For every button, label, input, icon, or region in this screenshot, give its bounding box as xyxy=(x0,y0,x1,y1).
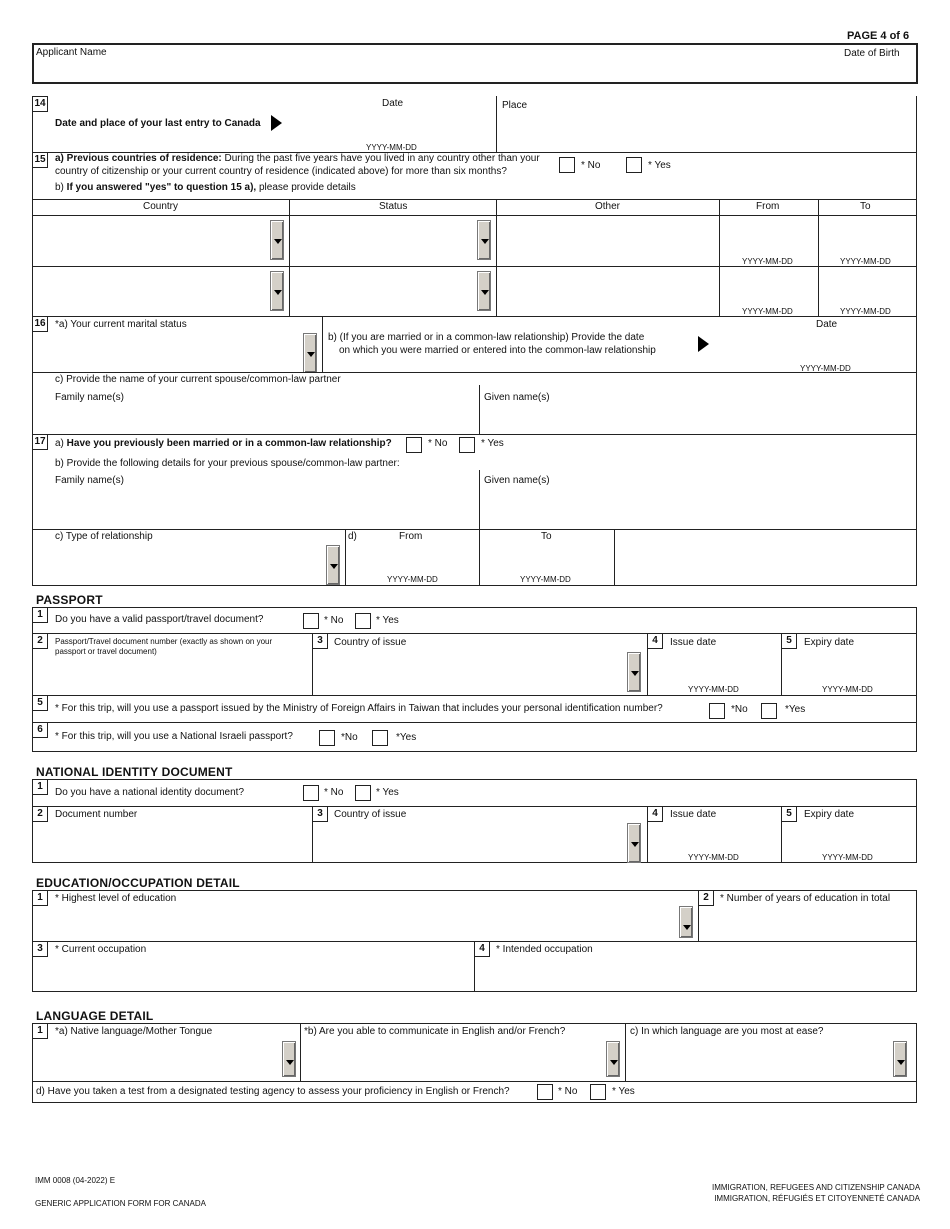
passport-q1-number: 1 xyxy=(32,607,48,623)
department-fr: IMMIGRATION, RÉFUGIÉS ET CITOYENNETÉ CANADA xyxy=(714,1194,920,1203)
q15-yes-checkbox[interactable] xyxy=(626,157,642,173)
q15-yes-label: * Yes xyxy=(648,160,671,171)
passport-expiry-date-label: Expiry date xyxy=(804,637,855,648)
q17d-label: d) xyxy=(348,531,357,542)
q17-to-format: YYYY-MM-DD xyxy=(520,575,571,584)
col-other: Other xyxy=(595,201,621,212)
q17-no-checkbox[interactable] xyxy=(406,437,422,453)
q15a-line2: country of citizenship or your current country of residence (indicated above) for more than six months? xyxy=(55,166,507,177)
intended-occupation-label: * Intended occupation xyxy=(496,944,593,955)
q14-place-label[interactable]: Place xyxy=(502,100,528,111)
edu-q1-number: 1 xyxy=(32,890,48,906)
col-to: To xyxy=(860,201,871,212)
to-format-1: YYYY-MM-DD xyxy=(840,257,891,266)
passport-q3-label: Country of issue xyxy=(334,637,407,648)
passport-expiry-date-format: YYYY-MM-DD xyxy=(822,685,873,694)
col-from: From xyxy=(756,201,780,212)
passport-israeli-label: * For this trip, will you use a National Israeli passport? xyxy=(55,731,293,742)
status-dropdown-2[interactable] xyxy=(477,271,491,311)
col-status: Status xyxy=(379,201,408,212)
status-dropdown-1[interactable] xyxy=(477,220,491,260)
passport-q2-label-line2: passport or travel document) xyxy=(55,647,157,656)
passport-q4-number: 4 xyxy=(647,633,663,649)
q16-date-format: YYYY-MM-DD xyxy=(800,364,851,373)
q17-from-format: YYYY-MM-DD xyxy=(387,575,438,584)
q16c-label: c) Provide the name of your current spouse/common-law partner xyxy=(55,374,341,385)
lang-q1-number: 1 xyxy=(32,1023,48,1039)
nid-no-label: * No xyxy=(324,787,344,798)
q17b-label: b) Provide the following details for your previous spouse/common-law partner: xyxy=(55,458,400,469)
taiwan-yes-checkbox[interactable] xyxy=(761,703,777,719)
q17-yes-label: * Yes xyxy=(481,438,504,449)
education-level-dropdown[interactable] xyxy=(679,906,693,938)
arrow-right-icon xyxy=(271,115,282,131)
israeli-no-label: *No xyxy=(341,732,358,743)
edu-highest-level-label: * Highest level of education xyxy=(55,893,177,904)
passport-country-dropdown[interactable] xyxy=(627,652,641,692)
passport-q1-label: Do you have a valid passport/travel document? xyxy=(55,614,264,625)
q16-family-name-label: Family name(s) xyxy=(55,392,124,403)
native-language-label: *a) Native language/Mother Tongue xyxy=(55,1026,213,1037)
language-test-no-label: * No xyxy=(558,1086,578,1097)
edu-q4-number: 4 xyxy=(474,941,490,957)
nid-document-number-label: Document number xyxy=(55,809,138,820)
most-at-ease-label: c) In which language are you most at ease? xyxy=(630,1026,824,1037)
israeli-no-checkbox[interactable] xyxy=(319,730,335,746)
page-number: PAGE 4 of 6 xyxy=(847,30,910,42)
native-language-dropdown[interactable] xyxy=(282,1041,296,1077)
q14-date-label: Date xyxy=(382,98,404,109)
edu-section-title: EDUCATION/OCCUPATION DETAIL xyxy=(36,876,240,890)
passport-yes-label: * Yes xyxy=(376,615,399,626)
language-test-yes-checkbox[interactable] xyxy=(590,1084,606,1100)
nid-issue-date-format: YYYY-MM-DD xyxy=(688,853,739,862)
nid-expiry-date-format: YYYY-MM-DD xyxy=(822,853,873,862)
q17-family-name-label: Family name(s) xyxy=(55,475,124,486)
passport-issue-date-label: Issue date xyxy=(670,637,717,648)
nid-q2-number: 2 xyxy=(32,806,48,822)
q15a-line1: a) Previous countries of residence: During the past five years have you lived in any country other than your xyxy=(55,153,540,164)
nid-q4-number: 4 xyxy=(647,806,663,822)
col-country: Country xyxy=(143,201,179,212)
passport-no-checkbox[interactable] xyxy=(303,613,319,629)
israeli-yes-label: *Yes xyxy=(396,732,417,743)
q16b-line2: on which you were married or entered into the common-law relationship xyxy=(339,345,656,356)
current-occupation-label: * Current occupation xyxy=(55,944,147,955)
q16-number: 16 xyxy=(32,316,48,332)
nid-q1-label: Do you have a national identity document? xyxy=(55,787,245,798)
passport-q5b-number: 5 xyxy=(32,695,48,711)
passport-taiwan-label: * For this trip, will you use a passport issued by the Ministry of Foreign Affairs in Taiwan that includes your personal identification number? xyxy=(55,703,663,714)
nid-yes-label: * Yes xyxy=(376,787,399,798)
q17-to-label: To xyxy=(541,531,552,542)
nid-q5-number: 5 xyxy=(781,806,797,822)
q16-given-name-label: Given name(s) xyxy=(484,392,550,403)
form-code: IMM 0008 (04-2022) E xyxy=(35,1176,116,1185)
most-at-ease-dropdown[interactable] xyxy=(893,1041,907,1077)
language-test-label: d) Have you taken a test from a designated testing agency to assess your proficiency in English or French? xyxy=(36,1086,510,1097)
israeli-yes-checkbox[interactable] xyxy=(372,730,388,746)
applicant-header-box xyxy=(32,43,918,84)
country-dropdown-2[interactable] xyxy=(270,271,284,311)
passport-q2-label-line1: Passport/Travel document number (exactly as shown on your xyxy=(55,637,273,646)
nid-no-checkbox[interactable] xyxy=(303,785,319,801)
passport-section-title: PASSPORT xyxy=(36,593,103,607)
taiwan-no-label: *No xyxy=(731,704,748,715)
passport-no-label: * No xyxy=(324,615,344,626)
taiwan-no-checkbox[interactable] xyxy=(709,703,725,719)
passport-issue-date-format: YYYY-MM-DD xyxy=(688,685,739,694)
communicate-dropdown[interactable] xyxy=(606,1041,620,1077)
language-test-yes-label: * Yes xyxy=(612,1086,635,1097)
passport-yes-checkbox[interactable] xyxy=(355,613,371,629)
q15-number: 15 xyxy=(32,152,48,168)
q16b-line1: b) (If you are married or in a common-law relationship) Provide the date xyxy=(328,332,645,343)
edu-years-label: * Number of years of education in total xyxy=(720,893,891,904)
from-format-1: YYYY-MM-DD xyxy=(742,257,793,266)
lang-section-title: LANGUAGE DETAIL xyxy=(36,1009,154,1023)
q15b-label: b) If you answered "yes" to question 15 a), please provide details xyxy=(55,182,356,193)
q15-no-checkbox[interactable] xyxy=(559,157,575,173)
relationship-type-dropdown[interactable] xyxy=(326,545,340,585)
to-format-2: YYYY-MM-DD xyxy=(840,307,891,316)
q17c-label: c) Type of relationship xyxy=(55,531,153,542)
taiwan-yes-label: *Yes xyxy=(785,704,806,715)
communicate-label: *b) Are you able to communicate in English and/or French? xyxy=(304,1026,566,1037)
arrow-right-icon xyxy=(698,336,709,352)
q14-number: 14 xyxy=(32,96,48,112)
q17a-label: a) Have you previously been married or in a common-law relationship? xyxy=(55,438,392,449)
nid-country-label: Country of issue xyxy=(334,809,407,820)
q14-label: Date and place of your last entry to Canada xyxy=(55,118,261,129)
q15-no-label: * No xyxy=(581,160,601,171)
q17-number: 17 xyxy=(32,434,48,450)
q14-date-format: YYYY-MM-DD xyxy=(366,143,417,152)
passport-q2-number: 2 xyxy=(32,633,48,649)
nid-expiry-date-label: Expiry date xyxy=(804,809,855,820)
edu-q2-number: 2 xyxy=(698,890,714,906)
department-en: IMMIGRATION, REFUGEES AND CITIZENSHIP CANADA xyxy=(712,1183,921,1192)
from-format-2: YYYY-MM-DD xyxy=(742,307,793,316)
passport-q5-number: 5 xyxy=(781,633,797,649)
marital-status-dropdown[interactable] xyxy=(303,333,317,373)
q16a-label: *a) Your current marital status xyxy=(55,319,187,330)
nid-issue-date-label: Issue date xyxy=(670,809,717,820)
nid-section-title: NATIONAL IDENTITY DOCUMENT xyxy=(36,765,233,779)
date-of-birth-label: Date of Birth xyxy=(844,48,900,59)
nid-yes-checkbox[interactable] xyxy=(355,785,371,801)
passport-q6-number: 6 xyxy=(32,722,48,738)
nid-q1-number: 1 xyxy=(32,779,48,795)
country-dropdown-1[interactable] xyxy=(270,220,284,260)
passport-q3-number: 3 xyxy=(312,633,328,649)
nid-country-dropdown[interactable] xyxy=(627,823,641,863)
q17-given-name-label: Given name(s) xyxy=(484,475,550,486)
q16-date-label: Date xyxy=(816,319,838,330)
edu-q3-number: 3 xyxy=(32,941,48,957)
language-test-no-checkbox[interactable] xyxy=(537,1084,553,1100)
q17-no-label: * No xyxy=(428,438,448,449)
nid-q3-number: 3 xyxy=(312,806,328,822)
applicant-name-label: Applicant Name xyxy=(36,47,107,58)
form-name: GENERIC APPLICATION FORM FOR CANADA xyxy=(35,1199,206,1208)
q17-yes-checkbox[interactable] xyxy=(459,437,475,453)
q17-from-label: From xyxy=(399,531,423,542)
